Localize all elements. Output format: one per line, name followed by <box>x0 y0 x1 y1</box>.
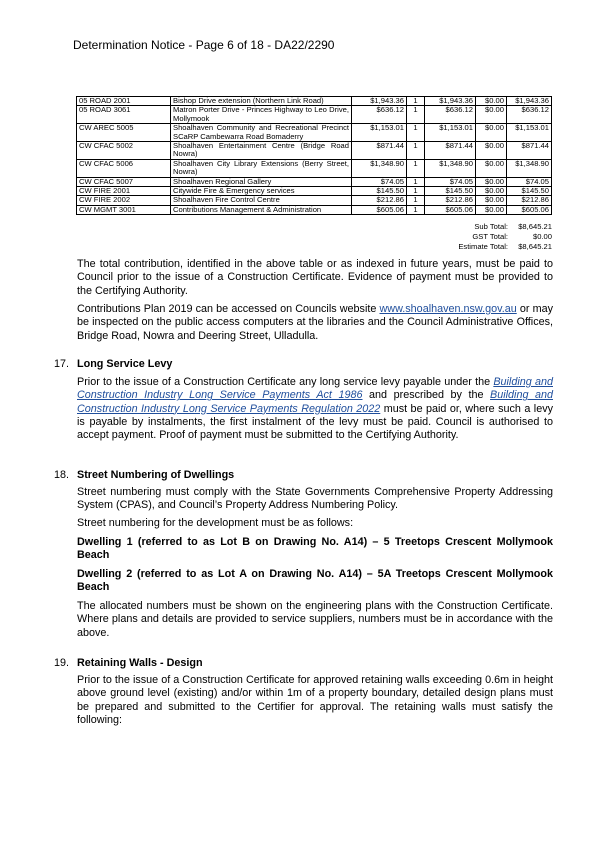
section-19-title: Retaining Walls - Design <box>77 657 203 669</box>
description-cell: Shoalhaven Entertainment Centre (Bridge Road Nowra) <box>171 142 352 160</box>
amount-cell: $145.50 <box>425 187 476 196</box>
long-service-levy-paragraph <box>77 376 553 442</box>
gst-cell: $0.00 <box>476 142 507 160</box>
description-cell: Shoalhaven Regional Gallery <box>171 177 352 186</box>
total-cell: $1,153.01 <box>507 124 552 142</box>
contributions-plan-paragraph <box>77 303 553 343</box>
quantity-cell: 1 <box>407 97 425 106</box>
quantity-cell: 1 <box>407 187 425 196</box>
description-cell: Contributions Management & Administration <box>171 205 352 214</box>
project-code-cell: CW FIRE 2001 <box>77 187 171 196</box>
section-17-title: Long Service Levy <box>77 358 173 370</box>
totals-block <box>430 222 552 253</box>
table-row <box>77 205 552 214</box>
section-19-number: 19. <box>54 657 70 669</box>
estimate-total-label: Estimate Total: <box>458 242 508 252</box>
rate-cell: $74.05 <box>352 177 407 186</box>
project-code-cell: CW CFAC 5006 <box>77 159 171 177</box>
dwelling-1-address: Dwelling 1 (referred to as Lot B on Drawing No. A14) – 5 Treetops Crescent Mollymook Beach <box>77 536 553 562</box>
quantity-cell: 1 <box>407 177 425 186</box>
amount-cell: $1,348.90 <box>425 159 476 177</box>
gst-cell: $0.00 <box>476 159 507 177</box>
description-cell: Shoalhaven Community and Recreational Precinct SCaRP Cambewarra Road Bomaderry <box>171 124 352 142</box>
retaining-walls-paragraph: Prior to the issue of a Construction Certificate for approved retaining walls exceeding 0.6m in height above ground level (existing) and/or within 1m of a property boundary, detailed design plans must be prepared and submitted to the Certifier for approval. The retaining walls must satisfy the following: <box>77 674 553 726</box>
sub-total-value: $8,645.21 <box>518 222 552 231</box>
gst-total-row <box>430 232 552 242</box>
project-code-cell: 05 ROAD 3061 <box>77 106 171 124</box>
total-cell: $74.05 <box>507 177 552 186</box>
quantity-cell: 1 <box>407 205 425 214</box>
gst-cell: $0.00 <box>476 106 507 124</box>
contributions-table <box>76 96 552 215</box>
table-row <box>77 142 552 160</box>
description-cell: Citywide Fire & Emergency services <box>171 187 352 196</box>
description-cell: Shoalhaven City Library Extensions (Berry Street, Nowra) <box>171 159 352 177</box>
council-website-link[interactable]: www.shoalhaven.nsw.gov.au <box>379 303 517 315</box>
dwelling-2-address: Dwelling 2 (referred to as Lot A on Drawing No. A14) – 5A Treetops Crescent Mollymook Beach <box>77 568 553 594</box>
gst-cell: $0.00 <box>476 124 507 142</box>
table-row <box>77 187 552 196</box>
street-numbering-paragraph-2: Street numbering for the development must be as follows: <box>77 517 354 529</box>
contributions-plan-text-before: Contributions Plan 2019 can be accessed on Councils website <box>77 303 380 315</box>
lsp-act-link[interactable]: Building and Construction Industry Long Service Payments Act 1986 <box>77 376 553 402</box>
total-cell: $212.86 <box>507 196 552 205</box>
rate-cell: $1,348.90 <box>352 159 407 177</box>
gst-cell: $0.00 <box>476 187 507 196</box>
amount-cell: $636.12 <box>425 106 476 124</box>
total-cell: $1,943.36 <box>507 97 552 106</box>
amount-cell: $74.05 <box>425 177 476 186</box>
gst-total-label: GST Total: <box>472 232 508 242</box>
project-code-cell: CW AREC 5005 <box>77 124 171 142</box>
sub-total-row <box>430 222 552 232</box>
rate-cell: $636.12 <box>352 106 407 124</box>
quantity-cell: 1 <box>407 106 425 124</box>
contributions-plan-text-after: or may be inspected on the public access computers at the libraries and the Council Administrative Offices, Bridge Road, Nowra and Deering Street, Ulladulla. <box>77 303 553 342</box>
amount-cell: $605.06 <box>425 205 476 214</box>
total-cell: $145.50 <box>507 187 552 196</box>
table-row <box>77 106 552 124</box>
estimate-total-value: $8,645.21 <box>518 242 552 252</box>
amount-cell: $1,943.36 <box>425 97 476 106</box>
quantity-cell: 1 <box>407 142 425 160</box>
quantity-cell: 1 <box>407 196 425 205</box>
quantity-cell: 1 <box>407 124 425 142</box>
gst-cell: $0.00 <box>476 196 507 205</box>
table-row <box>77 196 552 205</box>
project-code-cell: CW CFAC 5007 <box>77 177 171 186</box>
table-row <box>77 159 552 177</box>
total-cell: $1,348.90 <box>507 159 552 177</box>
lsp-regulation-link[interactable]: Building and Construction Industry Long Service Payments Regulation 2022 <box>77 389 553 415</box>
street-numbering-paragraph-3: The allocated numbers must be shown on the engineering plans with the Construction Certificate. Where plans and details are provided to service suppliers, numbers must be in accordance with the above. <box>77 600 553 639</box>
gst-total-value: $0.00 <box>532 232 552 242</box>
project-code-cell: CW FIRE 2002 <box>77 196 171 205</box>
total-cell: $605.06 <box>507 205 552 214</box>
page-header: Determination Notice - Page 6 of 18 - DA22/2290 <box>73 38 335 52</box>
rate-cell: $1,943.36 <box>352 97 407 106</box>
rate-cell: $212.86 <box>352 196 407 205</box>
long-service-levy-text-1: Prior to the issue of a Construction Certificate any long service levy payable under the <box>77 376 494 388</box>
rate-cell: $605.06 <box>352 205 407 214</box>
rate-cell: $871.44 <box>352 142 407 160</box>
amount-cell: $212.86 <box>425 196 476 205</box>
description-cell: Bishop Drive extension (Northern Link Road) <box>171 97 352 106</box>
long-service-levy-text-2: and prescribed by the <box>362 389 491 402</box>
long-service-levy-text-3: must be paid or, where such a levy is payable by instalments, the first instalment of the levy must be paid. Council is authorised to accept payment. Proof of payment must be submitted to the Certifying Authority. <box>77 402 554 442</box>
project-code-cell: 05 ROAD 2001 <box>77 97 171 106</box>
rate-cell: $145.50 <box>352 187 407 196</box>
total-contribution-paragraph: The total contribution, identified in the above table or as indexed in future years, must be paid to Council prior to the issue of a Construction Certificate. Evidence of payment must be provided to the Certifying Authority. <box>77 258 553 297</box>
section-18-title: Street Numbering of Dwellings <box>77 469 235 481</box>
rate-cell: $1,153.01 <box>352 124 407 142</box>
total-cell: $636.12 <box>507 106 552 124</box>
total-cell: $871.44 <box>507 142 552 160</box>
section-17-number: 17. <box>54 358 70 370</box>
amount-cell: $1,153.01 <box>425 124 476 142</box>
table-row <box>77 124 552 142</box>
gst-cell: $0.00 <box>476 97 507 106</box>
street-numbering-paragraph-1: Street numbering must comply with the State Governments Comprehensive Property Addressing System (CPAS), and Council’s Property Address Numbering Policy. <box>77 486 553 512</box>
gst-cell: $0.00 <box>476 205 507 214</box>
sub-total-label: Sub Total: <box>474 222 508 231</box>
amount-cell: $871.44 <box>425 142 476 160</box>
estimate-total-row <box>430 242 552 252</box>
description-cell: Matron Porter Drive - Princes Highway to Leo Drive, Mollymook <box>171 106 352 124</box>
project-code-cell: CW CFAC 5002 <box>77 142 171 160</box>
project-code-cell: CW MGMT 3001 <box>77 205 171 214</box>
gst-cell: $0.00 <box>476 177 507 186</box>
description-cell: Shoalhaven Fire Control Centre <box>171 196 352 205</box>
table-row <box>77 177 552 186</box>
quantity-cell: 1 <box>407 159 425 177</box>
section-18-number: 18. <box>54 469 70 481</box>
